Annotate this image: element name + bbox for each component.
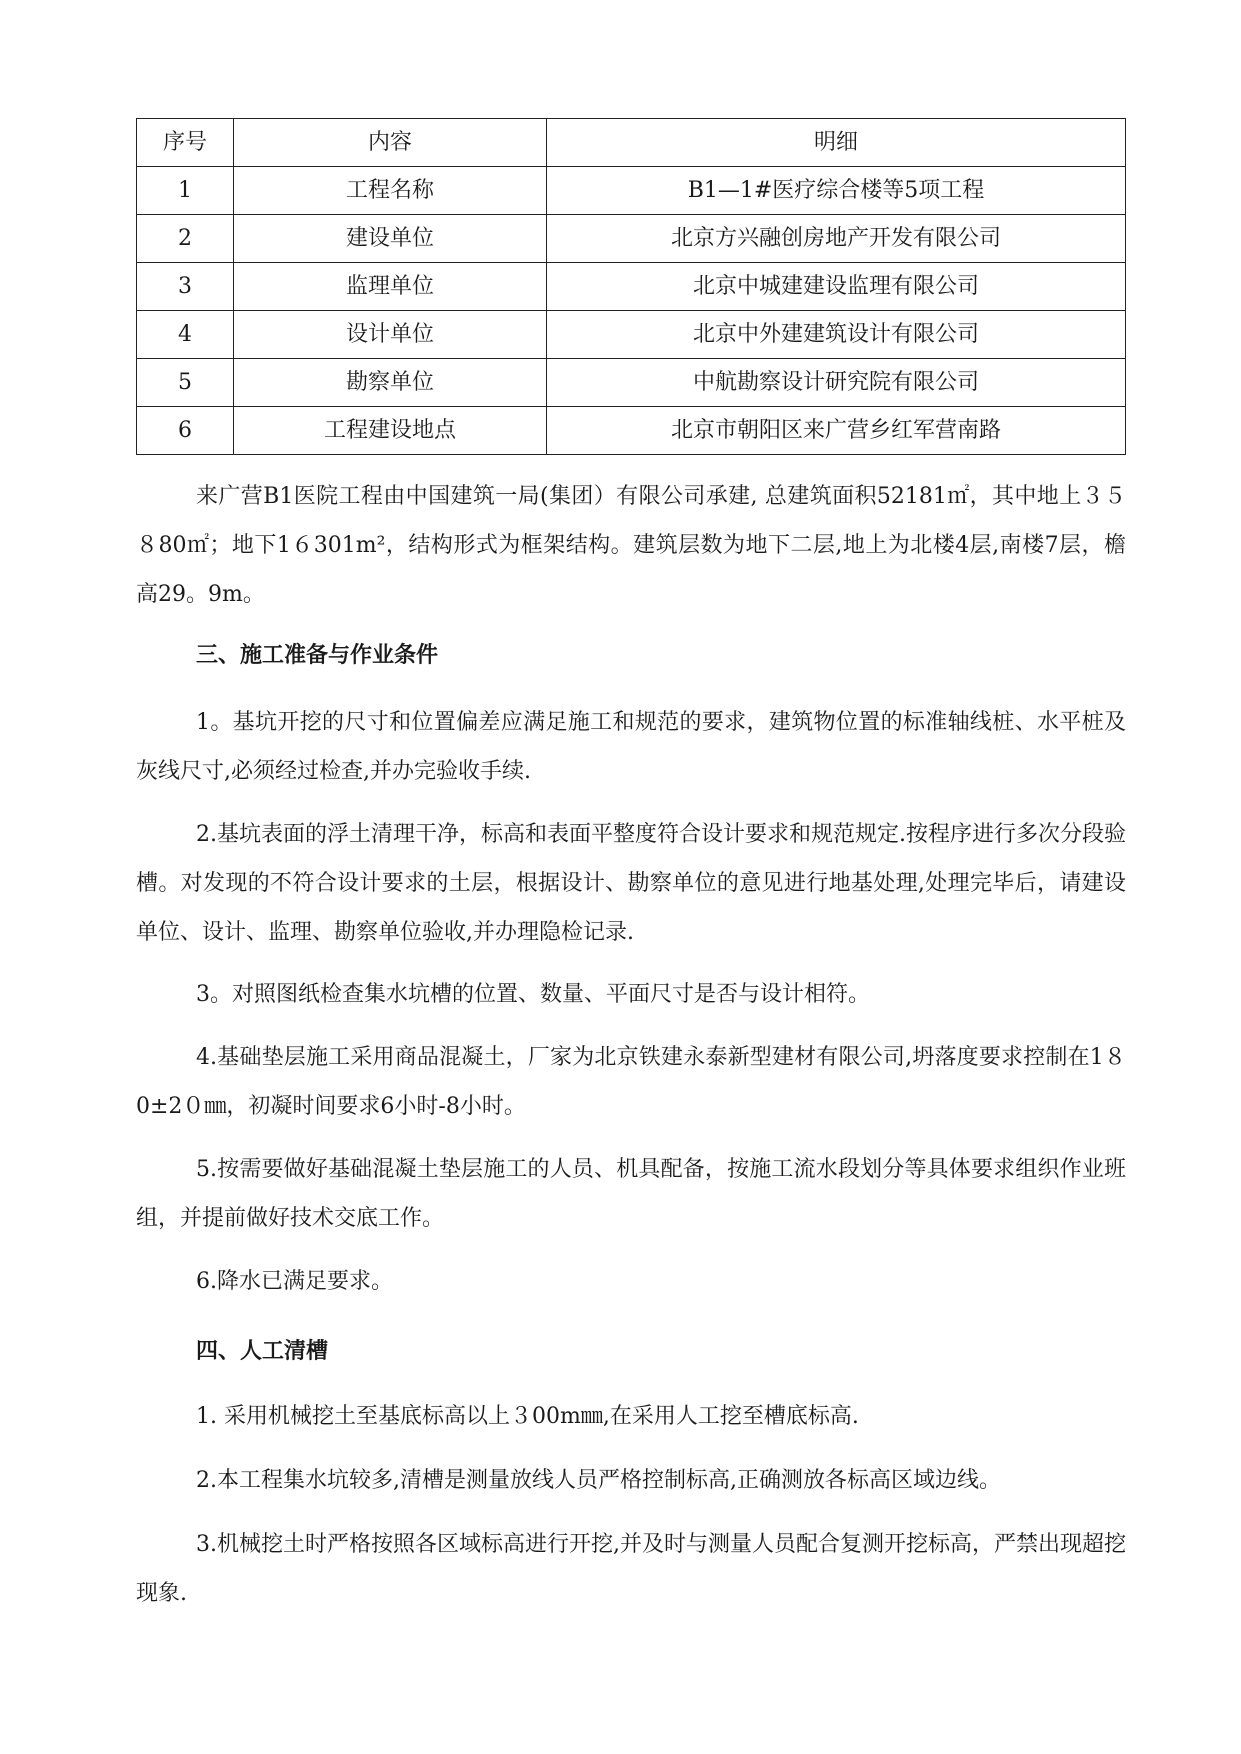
section-4-item-1: 1. 采用机械挖土至基底标高以上３00m㎜,在采用人工挖至槽底标高.: [196, 1404, 859, 1429]
header-cell-detail: 明细: [547, 119, 1126, 167]
cell-content: 监理单位: [234, 263, 547, 311]
cell-index: 6: [137, 407, 234, 455]
header-cell-index: 序号: [137, 119, 234, 167]
cell-content: 勘察单位: [234, 359, 547, 407]
section-3-item-3: 3。对照图纸检查集水坑槽的位置、数量、平面尺寸是否与设计相符。: [196, 982, 870, 1007]
cell-content: 工程建设地点: [234, 407, 547, 455]
cell-detail: 北京市朝阳区来广营乡红军营南路: [547, 407, 1126, 455]
table-row: [137, 167, 1126, 215]
overview-paragraph: 来广营B1医院工程由中国建筑一局(集团）有限公司承建, 总建筑面积52181㎡，其中地上３５８80㎡；地下1６301m²，结构形式为框架结构。建筑层数为地下二层,地上为北楼4层,南楼7层，檐高29。9m。: [136, 484, 1126, 607]
section-3-item-2: 2.基坑表面的浮土清理干净，标高和表面平整度符合设计要求和规范规定.按程序进行多次分段验槽。对发现的不符合设计要求的土层，根据设计、勘察单位的意见进行地基处理,处理完毕后，请建设单位、设计、监理、勘察单位验收,并办理隐检记录.: [136, 822, 1126, 945]
cell-index: 4: [137, 311, 234, 359]
cell-detail: 北京中城建建设监理有限公司: [547, 263, 1126, 311]
cell-detail: 北京方兴融创房地产开发有限公司: [547, 215, 1126, 263]
cell-content: 设计单位: [234, 311, 547, 359]
table-row: [137, 407, 1126, 455]
section-4-heading: 四、人工清槽: [196, 1339, 329, 1364]
table-row: [137, 215, 1126, 263]
cell-index: 1: [137, 167, 234, 215]
section-3-item-5: 5.按需要做好基础混凝土垫层施工的人员、机具配备，按施工流水段划分等具体要求组织作业班组，并提前做好技术交底工作。: [136, 1157, 1126, 1231]
cell-index: 3: [137, 263, 234, 311]
cell-detail: 中航勘察设计研究院有限公司: [547, 359, 1126, 407]
section-3-item-4: 4.基础垫层施工采用商品混凝土，厂家为北京铁建永泰新型建材有限公司,坍落度要求控制在1８0±2０㎜，初凝时间要求6小时-8小时。: [136, 1045, 1126, 1119]
header-cell-content: 内容: [234, 119, 547, 167]
cell-detail: B1—1#医疗综合楼等5项工程: [547, 167, 1126, 215]
section-3-heading: 三、施工准备与作业条件: [196, 643, 439, 668]
table-header-row: [137, 119, 1126, 167]
section-4-item-2: 2.本工程集水坑较多,清槽是测量放线人员严格控制标高,正确测放各标高区域边线。: [196, 1468, 1001, 1493]
cell-content: 建设单位: [234, 215, 547, 263]
section-3-item-1: 1。基坑开挖的尺寸和位置偏差应满足施工和规范的要求，建筑物位置的标准轴线桩、水平桩及灰线尺寸,必须经过检查,并办完验收手续.: [136, 710, 1126, 784]
cell-content: 工程名称: [234, 167, 547, 215]
section-4-item-3: 3.机械挖土时严格按照各区域标高进行开挖,并及时与测量人员配合复测开挖标高，严禁出现超挖现象.: [136, 1532, 1126, 1606]
cell-index: 5: [137, 359, 234, 407]
table-row: [137, 311, 1126, 359]
cell-detail: 北京中外建建筑设计有限公司: [547, 311, 1126, 359]
section-3-item-6: 6.降水已满足要求。: [196, 1269, 393, 1294]
table-row: [137, 359, 1126, 407]
project-info-table: [136, 118, 1126, 455]
table-row: [137, 263, 1126, 311]
cell-index: 2: [137, 215, 234, 263]
